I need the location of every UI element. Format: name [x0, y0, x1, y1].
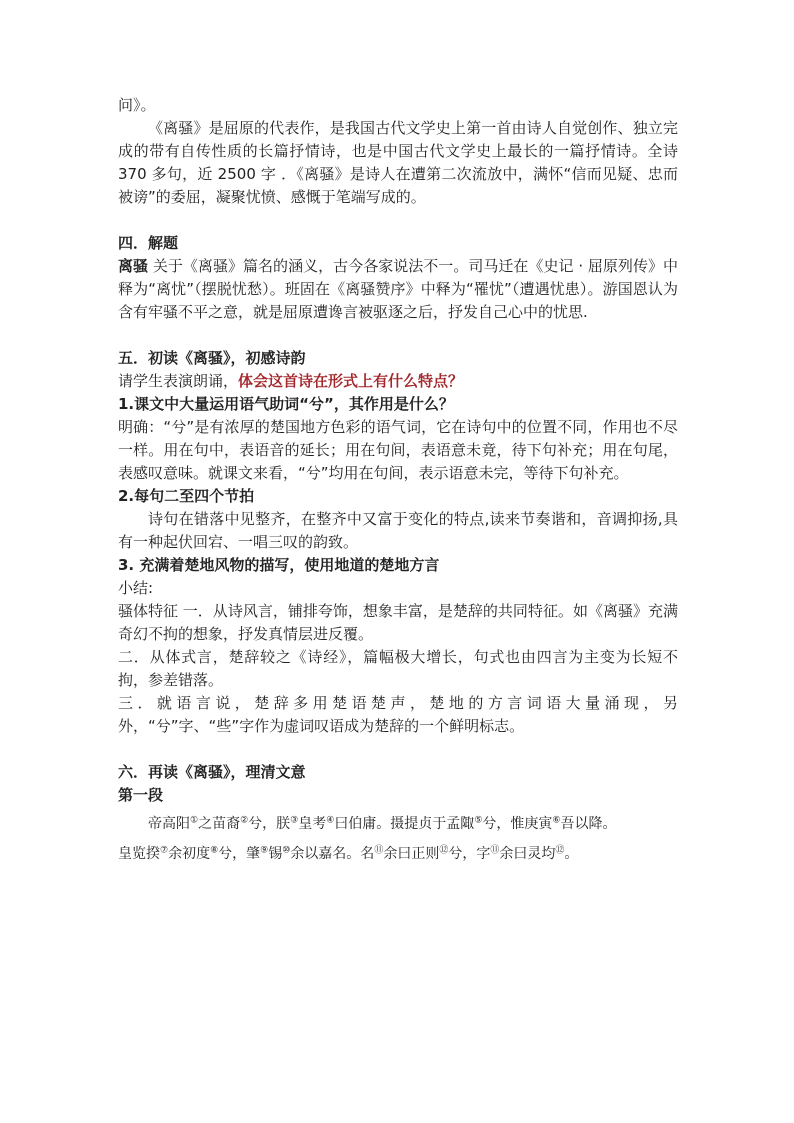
poem-line-2: [118, 846, 578, 862]
question-1: 1.课文中大量运用语气助词“兮”，其作用是什么？: [118, 395, 454, 413]
footnote-marker: ⑨: [260, 845, 269, 856]
footnote-marker: ⑫: [439, 845, 449, 856]
document-page: [118, 94, 678, 868]
footnote-marker: ③: [290, 815, 299, 825]
poem-segment: 锡: [268, 846, 283, 863]
summary-point-3: 三．就语言说，楚辞多用楚语楚声，楚地的方言词语大量涌现，另外，“兮”字、“些”字作为虚词叹语成为楚辞的一个鲜明标志。: [118, 694, 678, 735]
poem-segment: 吾以降。: [560, 815, 617, 832]
text-line: 问》。: [118, 96, 156, 114]
question-2: 2.每句二至四个节拍: [118, 487, 255, 505]
footnote-marker: ②: [240, 815, 249, 825]
paragraph-1-title: 第一段: [118, 786, 164, 804]
answer-1: 明确：“兮”是有浓厚的楚国地方色彩的语气词，它在诗句中的位置不同，作用也不尽一样。用在句中，表语音的延长；用在句间，表语意未竟，待下句补充；用在句尾，表感叹意味。就课文来看，“兮”均用在句间，表示语意未完，等待下句补充。: [118, 418, 678, 482]
intro-paragraph: 《离骚》是屈原的代表作，是我国古代文学史上第一首由诗人自觉创作、独立完成的带有自传性质的长篇抒情诗，也是中国古代文学史上最长的一篇抒情诗。全诗 370 多句，近 2500 字 ．《离骚》是诗人在遭第二次流放中，满怀“信而见疑、忠而被谤”的委屈，凝聚忧愤、感慨于笔端写成的。: [118, 119, 678, 206]
poem-segment: 曰伯庸。摄提贞于孟陬: [334, 815, 475, 832]
poem-segment: 余曰正则: [383, 846, 440, 863]
poem-segment: 帝高阳: [148, 815, 190, 832]
footnote-marker: ⑥: [552, 815, 561, 825]
question-3: 3. 充满着楚地风物的描写，使用地道的楚地方言: [118, 556, 440, 574]
answer-2: 诗句在错落中见整齐，在整齐中又富于变化的特点,读来节奏谐和，音调抑扬,具有一种起伏回宕、一唱三叹的韵致。: [118, 510, 678, 551]
prompt-line: [118, 370, 678, 393]
summary-label: 小结:: [118, 579, 154, 597]
summary-point-1: 骚体特征 一．从诗风言，铺排夸饰，想象丰富，是楚辞的共同特征。如《离骚》充满奇幻不拘的想象，抒发真情层进反覆。: [118, 602, 678, 643]
poem-segment: 。: [564, 846, 579, 863]
footnote-marker: ⑦: [160, 845, 169, 856]
footnote-marker: ⑧: [210, 845, 219, 856]
summary-point-2: 二．从体式言，楚辞较之《诗经》，篇幅极大增长，句式也由四言为主变为长短不拘，参差错落。: [118, 648, 678, 689]
poem-segment: 余曰灵均: [499, 846, 556, 863]
poem-segment: 兮，字: [448, 846, 491, 863]
poem-segment: 余以嘉名。名: [290, 846, 375, 863]
poem-segment: 皇览揆: [118, 846, 160, 863]
section-4-paragraph: [118, 255, 678, 324]
section-heading-5: 五．初读《离骚》，初感诗韵: [118, 349, 306, 367]
poem-segment: 皇考: [298, 815, 327, 832]
poem-text: [118, 807, 678, 868]
poem-segment: 之苗裔: [198, 815, 241, 832]
poem-segment: 余初度: [168, 846, 211, 863]
poem-segment: 兮，肇: [218, 846, 261, 863]
prompt-text: 请学生表演朗诵，: [118, 372, 239, 390]
section-heading-4: 四．解题: [118, 234, 179, 252]
poem-segment: 兮，惟庚寅: [482, 815, 553, 832]
section-heading-6: 六．再读《离骚》，理清文意: [118, 763, 306, 781]
footnote-marker: ④: [326, 815, 335, 825]
poem-line-1: [148, 816, 616, 832]
section-4-body: 关于《离骚》篇名的涵义，古今各家说法不一。司马迁在《史记 · 屈原列传》中释为“离忧”（摆脱忧愁）。班固在《离骚赞序》中释为“罹忧”（遭遇忧患）。游国恩认为含有牢骚不平之意，就是屈原遭谗言被驱逐之后，抒发自己心中的忧思.: [118, 257, 678, 321]
footnote-marker: ⑪: [374, 845, 384, 856]
footnote-marker: ⑩: [282, 845, 291, 856]
footnote-marker: ⑪: [490, 845, 500, 856]
prompt-question: 体会这首诗在形式上有什么特点？: [238, 372, 464, 390]
poem-segment: 兮，朕: [248, 815, 291, 832]
term-label: 离骚: [118, 257, 149, 275]
footnote-marker: ⑤: [474, 815, 483, 825]
footnote-marker: ①: [190, 815, 199, 825]
footnote-marker: ⑫: [555, 845, 565, 856]
